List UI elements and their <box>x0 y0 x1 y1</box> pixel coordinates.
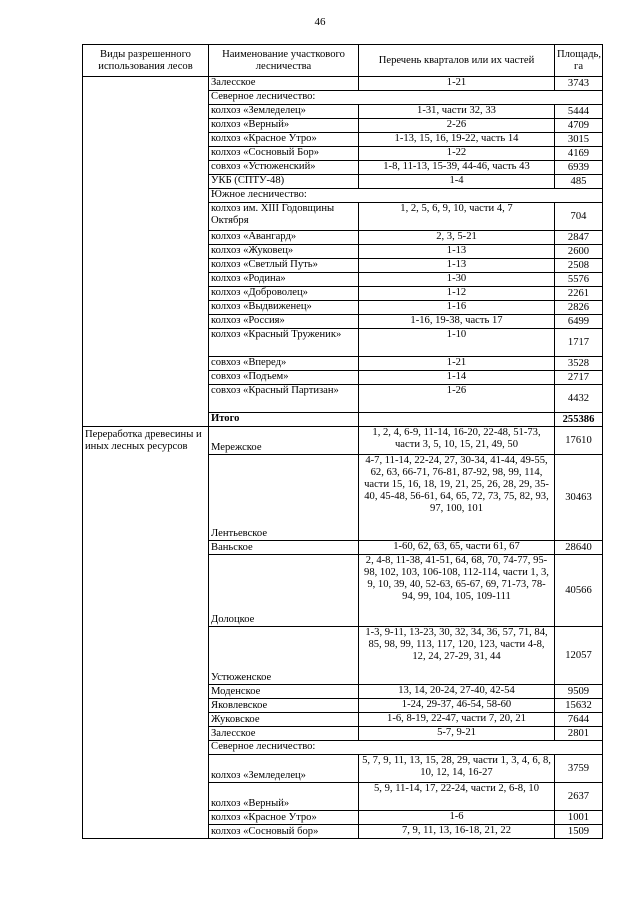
quarters-list: 1-10 <box>359 329 555 357</box>
total-area: 255386 <box>555 413 603 427</box>
quarters-list: 1, 2, 4, 6-9, 11-14, 16-20, 22-48, 51-73, части 3, 5, 10, 15, 21, 49, 50 <box>359 427 555 455</box>
area-value: 2801 <box>555 727 603 741</box>
total-quarters <box>359 413 555 427</box>
area-value: 1717 <box>555 329 603 357</box>
forestry-name: колхоз «Доброволец» <box>209 287 359 301</box>
quarters-list: 1-60, 62, 63, 65, части 61, 67 <box>359 541 555 555</box>
quarters-list: 1-6 <box>359 811 555 825</box>
page-number: 46 <box>314 16 326 28</box>
table-row <box>83 427 603 455</box>
forestry-name: колхоз «Жуковец» <box>209 245 359 259</box>
total-label: Итого <box>209 413 359 427</box>
forestry-name: колхоз «Красный Труженик» <box>209 329 359 357</box>
quarters-list: 1-6, 8-19, 22-47, части 7, 20, 21 <box>359 713 555 727</box>
forestry-name: Мережское <box>209 427 359 455</box>
forestry-name: Лентьевское <box>209 455 359 541</box>
forestry-name: колхоз «Красное Утро» <box>209 811 359 825</box>
area-value: 6499 <box>555 315 603 329</box>
forestry-name: колхоз «Родина» <box>209 273 359 287</box>
usage-type-cell: Переработка древесины и иных лесных ресурсов <box>83 427 209 839</box>
quarters-list: 1, 2, 5, 6, 9, 10, части 4, 7 <box>359 203 555 231</box>
area-value: 2261 <box>555 287 603 301</box>
forestry-name: колхоз «Земледелец» <box>209 105 359 119</box>
header-quarters: Перечень кварталов или их частей <box>359 45 555 77</box>
forestry-name: колхоз «Земледелец» <box>209 755 359 783</box>
quarters-list: 1-16 <box>359 301 555 315</box>
forestry-name: Устюженское <box>209 627 359 685</box>
quarters-list: 1-22 <box>359 147 555 161</box>
area-value: 2600 <box>555 245 603 259</box>
quarters-list: 7, 9, 11, 13, 16-18, 21, 22 <box>359 825 555 839</box>
quarters-list: 1-24, 29-37, 46-54, 58-60 <box>359 699 555 713</box>
quarters-list: 4-7, 11-14, 22-24, 27, 30-34, 41-44, 49-55, 62, 63, 66-71, 76-81, 87-92, 98, 99, 114, части 15, 16, 18, 19, 21, 25, 26, 28, 29, 35-40, 45-48, 56-61, 64, 65, 72, 73, 75, 82, 93, 97, 100, 101 <box>359 455 555 541</box>
quarters-list: 1-21 <box>359 77 555 91</box>
quarters-list: 1-26 <box>359 385 555 413</box>
forestry-name: совхоз «Вперед» <box>209 357 359 371</box>
forestry-name: колхоз «Выдвиженец» <box>209 301 359 315</box>
area-value: 4169 <box>555 147 603 161</box>
subsection-label: Южное лесничество: <box>209 189 603 203</box>
area-value: 7644 <box>555 713 603 727</box>
quarters-list: 1-13 <box>359 259 555 273</box>
area-value: 3015 <box>555 133 603 147</box>
quarters-list: 1-16, 19-38, часть 17 <box>359 315 555 329</box>
header-forestry: Наименование участкового лесничества <box>209 45 359 77</box>
area-value: 485 <box>555 175 603 189</box>
quarters-list: 1-3, 9-11, 13-23, 30, 32, 34, 36, 57, 71, 84, 85, 98, 99, 113, 117, 120, 123, части 4-8, 12, 24, 27-29, 31, 44 <box>359 627 555 685</box>
usage-cell-continued <box>83 77 209 427</box>
area-value: 3759 <box>555 755 603 783</box>
area-value: 1001 <box>555 811 603 825</box>
forestry-name: Залесское <box>209 727 359 741</box>
quarters-list: 1-14 <box>359 371 555 385</box>
area-value: 2847 <box>555 231 603 245</box>
subsection-label: Северное лесничество: <box>209 91 603 105</box>
area-value: 12057 <box>555 627 603 685</box>
quarters-list: 1-4 <box>359 175 555 189</box>
quarters-list: 13, 14, 20-24, 27-40, 42-54 <box>359 685 555 699</box>
quarters-list: 2, 4-8, 11-38, 41-51, 64, 68, 70, 74-77, 95-98, 102, 103, 106-108, 112-114, части 1, 3, 9, 10, 39, 40, 52-63, 65-67, 69, 71-73, 78-94, 99, 104, 105, 109-111 <box>359 555 555 627</box>
area-value: 3743 <box>555 77 603 91</box>
table-header-row <box>83 45 603 77</box>
area-value: 2637 <box>555 783 603 811</box>
area-value: 30463 <box>555 455 603 541</box>
quarters-list: 1-21 <box>359 357 555 371</box>
area-value: 1509 <box>555 825 603 839</box>
forestry-name: колхоз «Верный» <box>209 119 359 133</box>
area-value: 40566 <box>555 555 603 627</box>
forestry-name: колхоз «Сосновый Бор» <box>209 147 359 161</box>
forestry-name: совхоз «Подъем» <box>209 371 359 385</box>
forestry-name: Моденское <box>209 685 359 699</box>
forestry-name: колхоз «Сосновый бор» <box>209 825 359 839</box>
area-value: 9509 <box>555 685 603 699</box>
forestry-name: Яковлевское <box>209 699 359 713</box>
forestry-name: колхоз «Светлый Путь» <box>209 259 359 273</box>
area-value: 15632 <box>555 699 603 713</box>
area-value: 4432 <box>555 385 603 413</box>
quarters-list: 5, 9, 11-14, 17, 22-24, части 2, 6-8, 10 <box>359 783 555 811</box>
forestry-name: совхоз «Красный Партизан» <box>209 385 359 413</box>
quarters-list: 2-26 <box>359 119 555 133</box>
forestry-name: колхоз «Красное Утро» <box>209 133 359 147</box>
header-area: Площадь, га <box>555 45 603 77</box>
quarters-list: 1-12 <box>359 287 555 301</box>
area-value: 5444 <box>555 105 603 119</box>
area-value: 2717 <box>555 371 603 385</box>
quarters-list: 1-13, 15, 16, 19-22, часть 14 <box>359 133 555 147</box>
quarters-list: 2, 3, 5-21 <box>359 231 555 245</box>
table-row <box>83 77 603 91</box>
area-value: 704 <box>555 203 603 231</box>
area-value: 6939 <box>555 161 603 175</box>
area-value: 3528 <box>555 357 603 371</box>
quarters-list: 1-13 <box>359 245 555 259</box>
area-value: 5576 <box>555 273 603 287</box>
forestry-name: колхоз «Авангард» <box>209 231 359 245</box>
forestry-name: Залесское <box>209 77 359 91</box>
forestry-name: колхоз «Верный» <box>209 783 359 811</box>
forestry-name: Ваньское <box>209 541 359 555</box>
header-usage: Виды разрешенного использования лесов <box>83 45 209 77</box>
area-value: 2826 <box>555 301 603 315</box>
quarters-list: 1-30 <box>359 273 555 287</box>
forestry-name: УКБ (СПТУ-48) <box>209 175 359 189</box>
forestry-name: Жуковское <box>209 713 359 727</box>
quarters-list: 1-31, части 32, 33 <box>359 105 555 119</box>
forest-use-table <box>82 44 603 839</box>
forestry-name: Долоцкое <box>209 555 359 627</box>
area-value: 17610 <box>555 427 603 455</box>
area-value: 4709 <box>555 119 603 133</box>
quarters-list: 1-8, 11-13, 15-39, 44-46, часть 43 <box>359 161 555 175</box>
area-value: 2508 <box>555 259 603 273</box>
forestry-name: колхоз «Россия» <box>209 315 359 329</box>
subsection-label: Северное лесничество: <box>209 741 603 755</box>
forestry-name: совхоз «Устюженский» <box>209 161 359 175</box>
quarters-list: 5-7, 9-21 <box>359 727 555 741</box>
area-value: 28640 <box>555 541 603 555</box>
quarters-list: 5, 7, 9, 11, 13, 15, 28, 29, части 1, 3, 4, 6, 8, 10, 12, 14, 16-27 <box>359 755 555 783</box>
forestry-name: колхоз им. XIII Годовщины Октября <box>209 203 359 231</box>
